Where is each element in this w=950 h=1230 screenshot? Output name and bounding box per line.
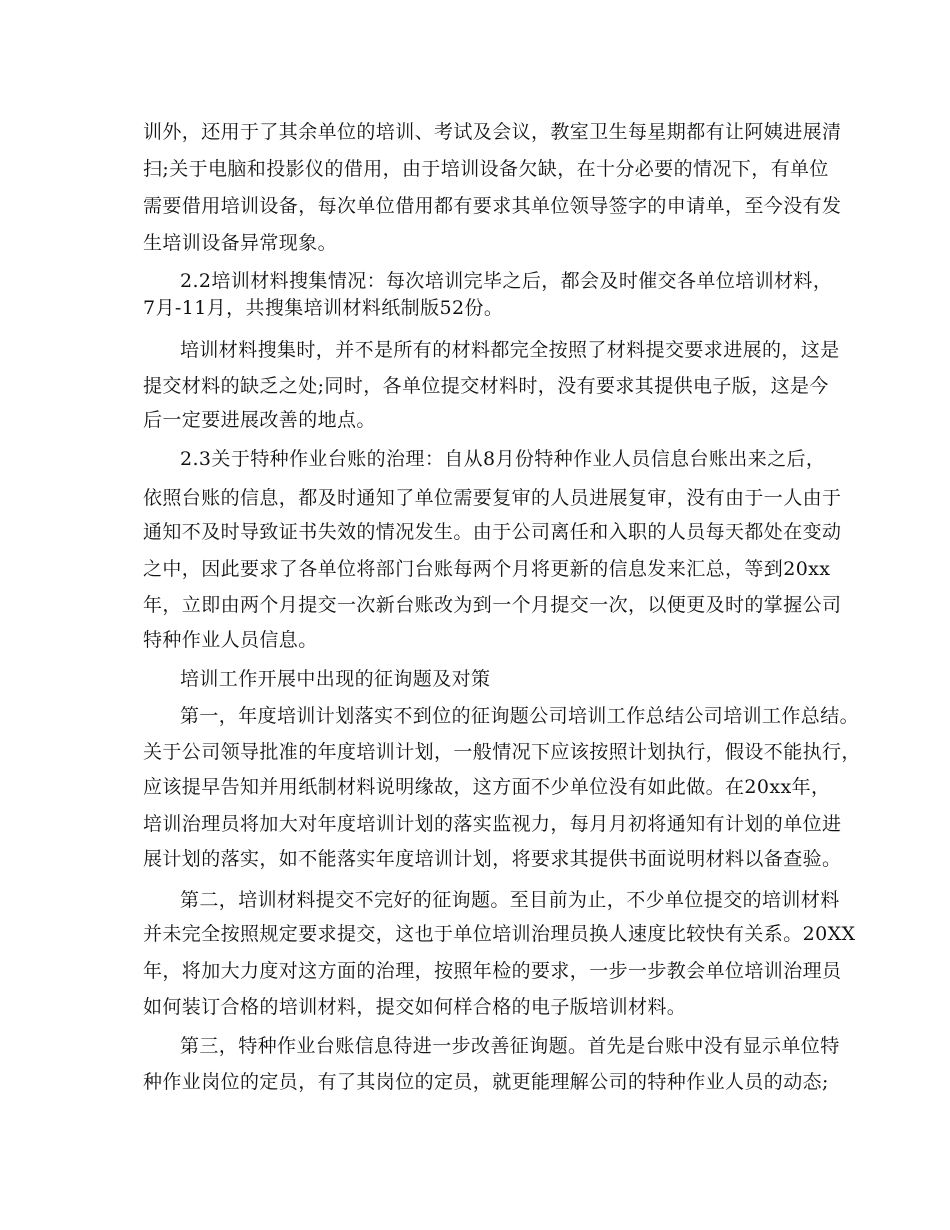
text-line: 后一定要进展改善的地点。	[143, 409, 376, 431]
text-line: 第三，特种作业台账信息待进一步改善征询题。首先是台账中没有显示单位特	[180, 1035, 840, 1057]
text-line: 如何装订合格的培训材料，提交如何样合格的电子版培训材料。	[143, 996, 687, 1018]
text-line: 并未完全按照规定要求提交，这也于单位培训治理员换人速度比较快有关系。20XX	[143, 923, 856, 945]
text-line: 生培训设备异常现象。	[143, 232, 338, 254]
text-line: 关于公司领导批准的年度培训计划，一般情况下应该按照计划执行，假设不能执行，	[143, 741, 861, 763]
text-line: 年，立即由两个月提交一次新台账改为到一个月提交一次，以便更及时的掌握公司	[143, 594, 842, 616]
text-line: 第一，年度培训计划落实不到位的征询题公司培训工作总结公司培训工作总结。	[180, 705, 860, 727]
text-line: 种作业岗位的定员，有了其岗位的定员，就更能理解公司的特种作业人员的动态;	[143, 1071, 829, 1093]
text-line: 培训工作开展中出现的征询题及对策	[180, 668, 491, 690]
text-line: 依照台账的信息，都及时通知了单位需要复审的人员进展复审，没有由于一人由于	[143, 487, 842, 509]
text-line: 特种作业人员信息。	[143, 629, 318, 651]
text-line: 应该提早告知并用纸制材料说明缘故，这方面不少单位没有如此做。在20xx年，	[143, 776, 831, 798]
text-line: 扫;关于电脑和投影仪的借用，由于培训设备欠缺，在十分必要的情况下，有单位	[143, 158, 829, 180]
text-line: 展计划的落实，如不能落实年度培训计划，将要求其提供书面说明材料以备查验。	[143, 848, 842, 870]
text-line: 通知不及时导致证书失效的情况发生。由于公司离任和入职的人员每天都处在变动	[143, 521, 842, 543]
text-line: 训外，还用于了其余单位的培训、考试及会议，教室卫生每星期都有让阿姨进展清	[143, 121, 842, 143]
text-line: 年，将加大力度对这方面的治理，按照年检的要求，一步一步教会单位培训治理员	[143, 960, 842, 982]
text-line: 培训材料搜集时，并不是所有的材料都完全按照了材料提交要求进展的，这是	[180, 339, 840, 361]
text-line: 2.3关于特种作业台账的治理：自从8月份特种作业人员信息台账出来之后，	[180, 448, 826, 470]
text-line: 7月-11月，共搜集培训材料纸制版52份。	[143, 297, 504, 319]
text-line: 之中，因此要求了各单位将部门台账每两个月将更新的信息发来汇总，等到20xx	[143, 558, 831, 580]
text-line: 提交材料的缺乏之处;同时，各单位提交材料时，没有要求其提供电子版，这是今	[143, 375, 829, 397]
text-line: 需要借用培训设备，每次单位借用都有要求其单位领导签字的申请单，至今没有发	[143, 195, 842, 217]
text-line: 2.2培训材料搜集情况：每次培训完毕之后，都会及时催交各单位培训材料，	[180, 270, 833, 292]
text-line: 第二，培训材料提交不完好的征询题。至目前为止，不少单位提交的培训材料	[180, 889, 840, 911]
text-line: 培训治理员将加大对年度培训计划的落实监视力，每月月初将通知有计划的单位进	[143, 813, 842, 835]
